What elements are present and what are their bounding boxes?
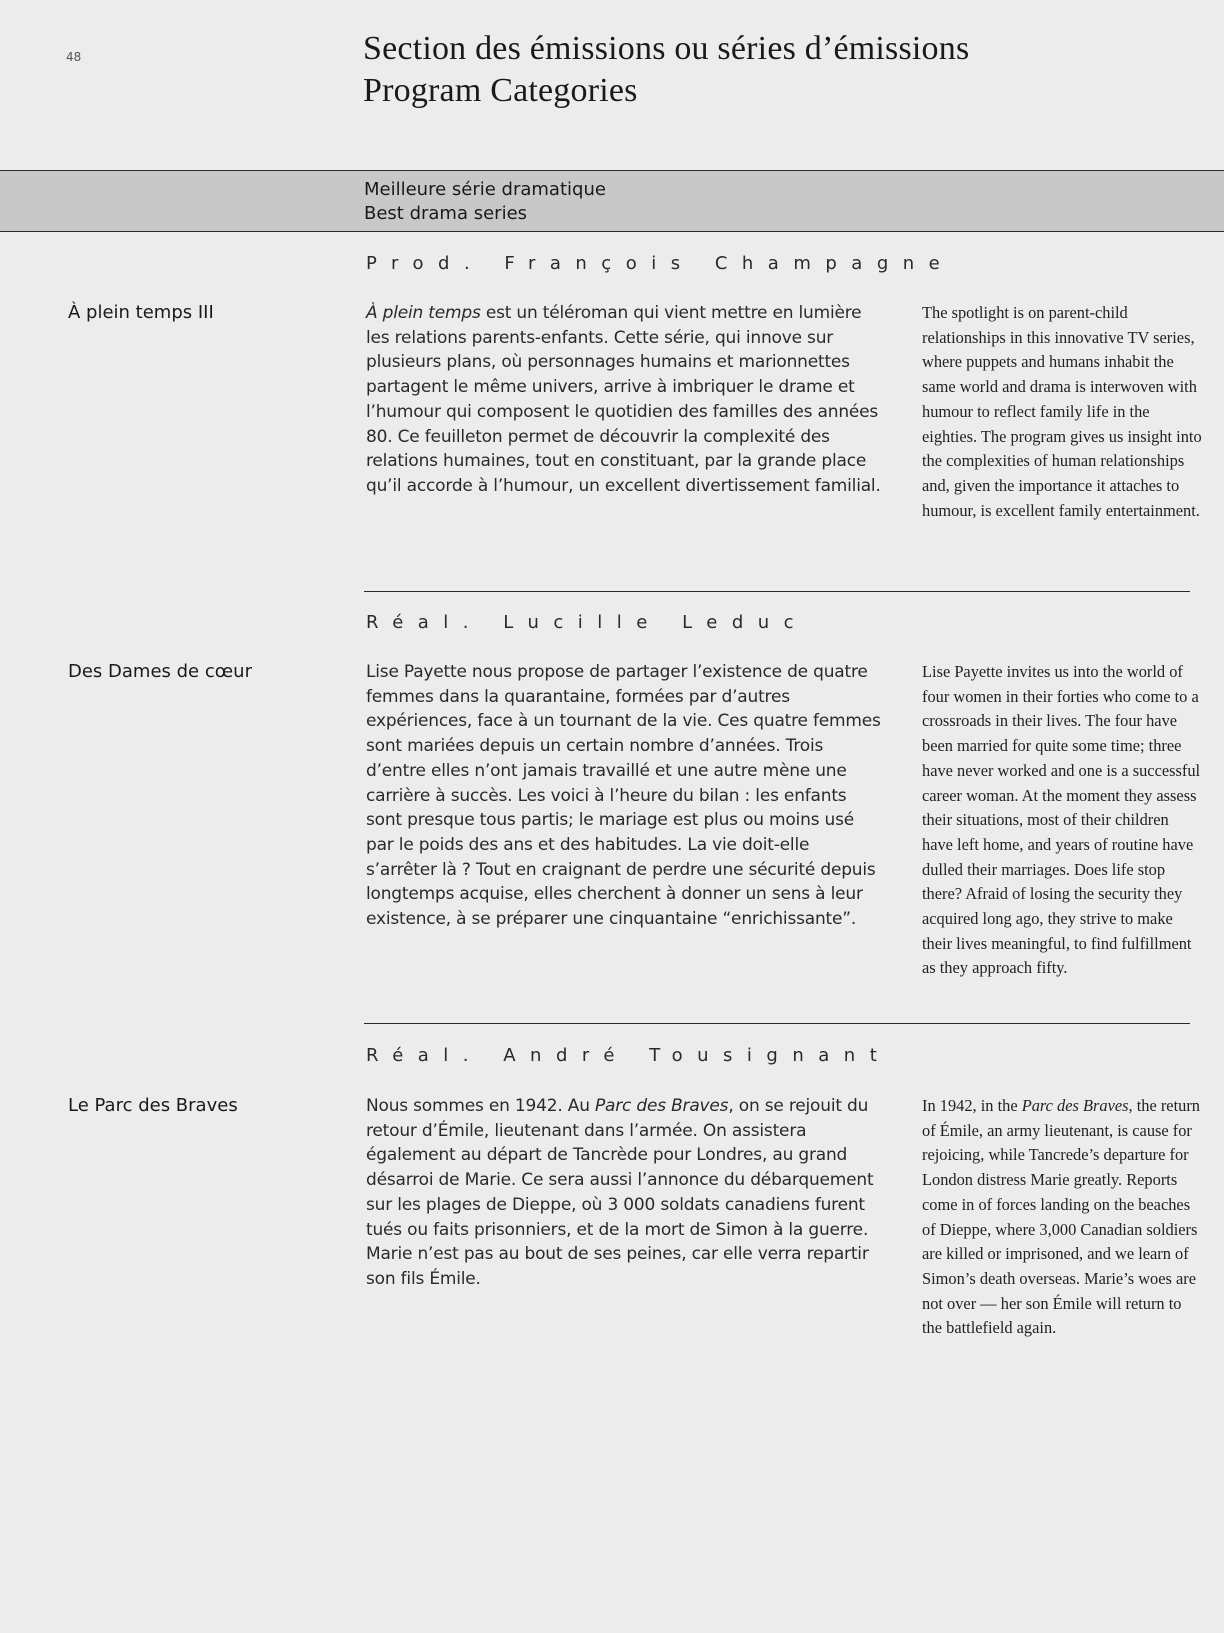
entry-fr-text: est un téléroman qui vient mettre en lumière les relations parents-enfants. Cette série, qui innove sur plusieurs plans, où personnages humains et marionnettes partagent le même univers, arrive à imbriquer le drame et l’humour qui composent le quotidien des familles des années 80. Ce feuilleton permet de découvrir la complexité des relations humaines, tout en constituant, par la grande place qu’il accorde à l’humour, un excellent divertissement familial. — [366, 303, 881, 496]
entry-fr-text: Nous sommes en 1942. Au — [366, 1096, 595, 1116]
entry-description-fr: Lise Payette nous propose de partager l’existence de quatre femmes dans la quarantaine, formées par d’autres expériences, face à un tournant de la vie. Ces quatre femmes sont mariées depuis un certain nombre d’années. Trois d’entre elles n’ont jamais travaillé et une autre mène une carrière à succès. Les voici à l’heure du bilan : les enfants sont presque tous partis; le mariage est plus ou moins usé par le poids des ans et des habitudes. La vie doit-elle s’arrêter là ? Tout en craignant de perdre une sécurité depuis longtemps acquise, elles cherchent à donner un sens à leur existence, à se préparer une cinquantaine “enrichissante”. — [366, 662, 881, 930]
entry-credit: Réal. André Tousignant — [366, 1045, 892, 1066]
entry-description-en — [922, 1094, 1202, 1341]
entry-title: Le Parc des Braves — [68, 1095, 238, 1116]
entry-title: Des Dames de cœur — [68, 661, 252, 682]
entry-description-fr — [366, 301, 882, 499]
entry-fr-italic: À plein temps — [366, 303, 481, 323]
category-en: Best drama series — [364, 203, 528, 224]
entry-description-en: The spotlight is on parent-child relationships in this innovative TV series, where puppets and humans inhabit the same world and drama is interwoven with humour to reflect family life in the eighties. The program gives us insight into the complexities of human relationships and, given the importance it attaches to humour, is excellent family entertainment. — [922, 303, 1202, 520]
entry-en-text: , the return of Émile, an army lieutenant, is cause for rejoicing, while Tancrede’s departure for London distress Marie greatly. Reports come in of forces landing on the beaches of Dieppe, where 3,000 Canadian soldiers are killed or imprisoned, and we learn of Simon’s death overseas. Marie’s woes are not over — her son Émile will return to the battlefield again. — [922, 1096, 1200, 1338]
entry-fr-italic: Parc des Braves — [594, 1096, 729, 1116]
category-band — [0, 170, 1224, 232]
entry-en-italic: Parc des Braves — [1021, 1096, 1129, 1115]
page-number: 48 — [66, 50, 82, 64]
entry-divider — [364, 591, 1190, 592]
entry-credit: Prod. François Champagne — [366, 253, 955, 274]
entry-credit: Réal. Lucille Leduc — [366, 612, 809, 633]
entry-fr-text: , on se rejouit du retour d’Émile, lieutenant dans l’armée. On assistera également au départ de Tancrède pour Londres, au grand désarroi de Marie. Ce sera aussi l’annonce du débarquement sur les plages de Dieppe, où 3 000 soldats canadiens furent tués ou faits prisonniers, et de la mort de Simon à la guerre. Marie n’est pas au bout de ses peines, car elle verra repartir son fils Émile. — [366, 1096, 874, 1289]
entry-en-text: In 1942, in the — [922, 1096, 1022, 1115]
entry-description-en: Lise Payette invites us into the world of four women in their forties who come to a crossroads in their lives. The four have been married for quite some time; three have never worked and one is a successful career woman. At the moment they assess their situations, most of their children have left home, and years of routine have dulled their marriages. Does life stop there? Afraid of losing the security they acquired long ago, they strive to make their lives meaningful, to find fulfillment as they approach fifty. — [922, 662, 1201, 978]
category-fr: Meilleure série dramatique — [364, 179, 606, 200]
entry-description-fr — [366, 1094, 882, 1292]
category-heading — [364, 178, 606, 226]
entry-title: À plein temps III — [68, 302, 214, 323]
page-title-en: Program Categories — [363, 72, 638, 109]
entry-divider — [364, 1023, 1190, 1024]
page-title-fr: Section des émissions ou séries d’émissions — [363, 30, 970, 67]
page-title — [363, 28, 969, 112]
